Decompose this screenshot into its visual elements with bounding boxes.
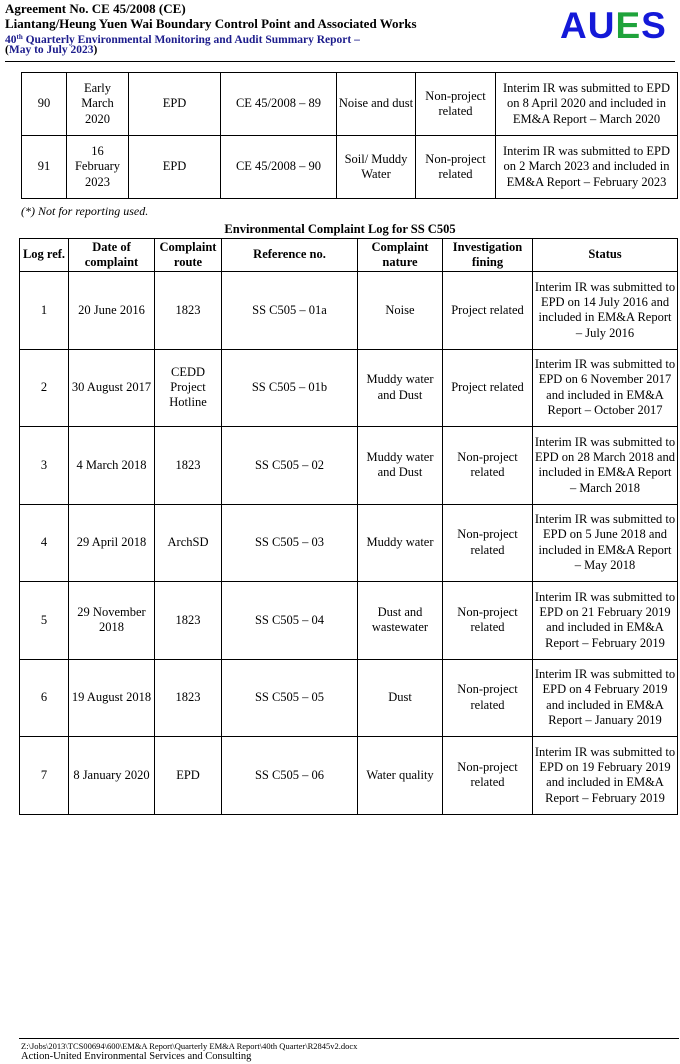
table-caption: Environmental Complaint Log for SS C505 [224,222,456,236]
cell-date: 8 January 2020 [69,737,155,815]
cell-status: Interim IR was submitted to EPD on 8 April 2020 and included in EM&A Report – March 2020 [496,73,678,136]
table-row [20,659,678,737]
company-name: Action-United Environmental Services and Consulting [21,1051,252,1062]
cell-route: 1823 [155,582,222,660]
cell-nature: Noise and dust [337,73,416,136]
table-row [20,349,678,427]
table-row [22,136,678,199]
cell-route: 1823 [155,272,222,350]
cell-log-ref: 1 [20,272,69,350]
cell-log-ref: 4 [20,504,69,582]
cell-route: 1823 [155,427,222,505]
cell-status: Interim IR was submitted to EPD on 2 March 2023 and included in EM&A Report – February 2023 [496,136,678,199]
project-title: Liantang/Heung Yuen Wai Boundary Control Point and Associated Works [5,16,417,31]
cell-finding: Project related [443,349,533,427]
cell-finding: Non-project related [443,737,533,815]
cell-date: 29 April 2018 [69,504,155,582]
cell-date: 4 March 2018 [69,427,155,505]
header-status: Status [533,239,678,272]
cell-date: Early March 2020 [67,73,129,136]
table-row [20,737,678,815]
cell-date: 19 August 2018 [69,659,155,737]
report-number: 40 [5,34,17,46]
table-row [22,73,678,136]
cell-log-ref: 7 [20,737,69,815]
table-note: (*) Not for reporting used. [21,204,149,218]
cell-finding: Non-project related [416,136,496,199]
cell-log-ref: 90 [22,73,67,136]
cell-log-ref: 2 [20,349,69,427]
continued-complaint-table [21,72,678,199]
cell-reference: SS C505 – 04 [222,582,358,660]
cell-route: CEDD Project Hotline [155,349,222,427]
cell-nature: Muddy water and Dust [358,349,443,427]
table-row [20,582,678,660]
cell-date: 20 June 2016 [69,272,155,350]
cell-route: ArchSD [155,504,222,582]
cell-log-ref: 3 [20,427,69,505]
header-log-ref: Log ref. [20,239,69,272]
cell-nature: Soil/ Muddy Water [337,136,416,199]
table-row [20,427,678,505]
report-period [5,44,97,57]
aues-logo: AUES [560,5,667,46]
cell-status: Interim IR was submitted to EPD on 19 February 2019 and included in EM&A Report – February 2019 [533,737,678,815]
cell-reference: CE 45/2008 – 90 [221,136,337,199]
header-row [20,239,678,272]
cell-status: Interim IR was submitted to EPD on 4 February 2019 and included in EM&A Report – January 2019 [533,659,678,737]
report-number-suffix: th [16,33,23,41]
cell-status: Interim IR was submitted to EPD on 21 February 2019 and included in EM&A Report – February 2019 [533,582,678,660]
period-text: May to July 2023 [8,44,94,56]
header-divider [5,61,675,62]
cell-route: EPD [129,136,221,199]
cell-reference: SS C505 – 01a [222,272,358,350]
cell-nature: Muddy water and Dust [358,427,443,505]
cell-finding: Non-project related [443,427,533,505]
cell-log-ref: 6 [20,659,69,737]
cell-finding: Non-project related [443,659,533,737]
report-title-text: Quarterly Environmental Monitoring and Audit Summary Report – [22,34,360,46]
cell-date: 30 August 2017 [69,349,155,427]
table-row [20,272,678,350]
header-reference: Reference no. [222,239,358,272]
agreement-number: Agreement No. CE 45/2008 (CE) [5,1,186,16]
cell-log-ref: 5 [20,582,69,660]
footer-divider [19,1038,679,1039]
cell-reference: SS C505 – 02 [222,427,358,505]
cell-nature: Muddy water [358,504,443,582]
cell-nature: Dust [358,659,443,737]
header-nature: Complaint nature [358,239,443,272]
file-path: Z:\Jobs\2013\TCS00694\600\EM&A Report\Quarterly EM&A Report\40th Quarter\R2845v2.docx [21,1041,358,1051]
cell-log-ref: 91 [22,136,67,199]
cell-route: 1823 [155,659,222,737]
cell-reference: CE 45/2008 – 89 [221,73,337,136]
period-open: ( [5,44,9,56]
period-close: ) [93,44,98,56]
cell-finding: Non-project related [443,504,533,582]
cell-status: Interim IR was submitted to EPD on 14 July 2016 and included in EM&A Report – July 2016 [533,272,678,350]
cell-date: 16 February 2023 [67,136,129,199]
header-date: Date of complaint [69,239,155,272]
cell-route: EPD [129,73,221,136]
complaint-log-table [19,238,678,815]
cell-finding: Project related [443,272,533,350]
cell-finding: Non-project related [443,582,533,660]
cell-nature: Noise [358,272,443,350]
cell-status: Interim IR was submitted to EPD on 28 March 2018 and included in EM&A Report – March 2018 [533,427,678,505]
cell-nature: Dust and wastewater [358,582,443,660]
cell-finding: Non-project related [416,73,496,136]
cell-date: 29 November 2018 [69,582,155,660]
cell-status: Interim IR was submitted to EPD on 5 June 2018 and included in EM&A Report – May 2018 [533,504,678,582]
cell-reference: SS C505 – 05 [222,659,358,737]
table-row [20,504,678,582]
cell-route: EPD [155,737,222,815]
header-finding: Investigation fining [443,239,533,272]
cell-reference: SS C505 – 03 [222,504,358,582]
cell-reference: SS C505 – 01b [222,349,358,427]
cell-nature: Water quality [358,737,443,815]
header-route: Complaint route [155,239,222,272]
cell-reference: SS C505 – 06 [222,737,358,815]
cell-status: Interim IR was submitted to EPD on 6 November 2017 and included in EM&A Report – October 2017 [533,349,678,427]
